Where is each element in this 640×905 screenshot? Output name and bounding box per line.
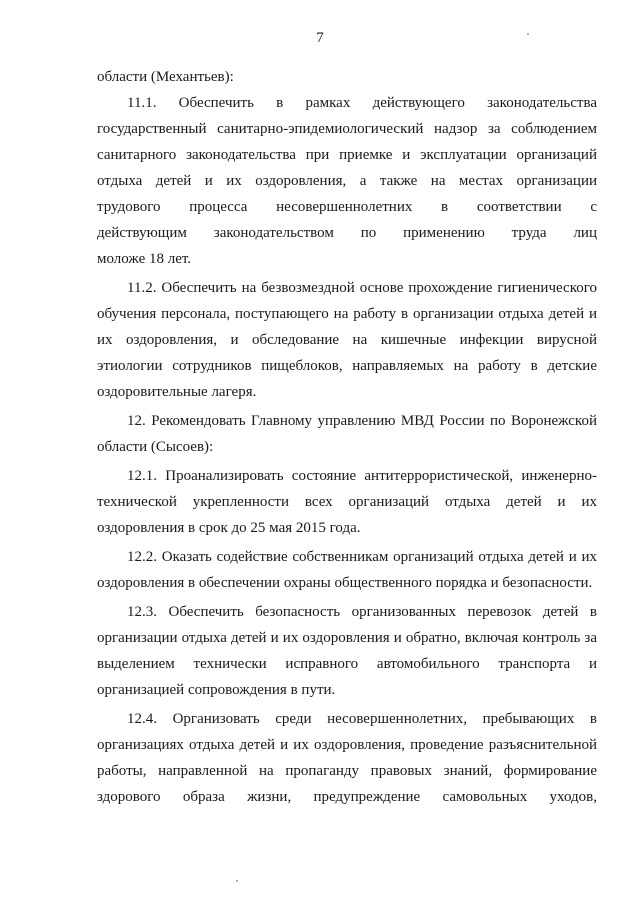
text-line: отдыха детей и их оздоровления, а также на местах организации (97, 173, 597, 189)
text-line: работы, направленной на пропаганду правовых знаний, формирование (97, 763, 597, 779)
text-line: 12.3. Обеспечить безопасность организованных перевозок детей в (127, 604, 597, 620)
text-line: оздоровительные лагеря. (97, 384, 257, 400)
text-line: моложе 18 лет. (97, 251, 192, 267)
text-line: области (Сысоев): (97, 439, 214, 455)
text-line: государственный санитарно-эпидемиологический надзор за соблюдением (97, 121, 597, 137)
text-line: действующим законодательством по применению труда лиц (97, 225, 597, 241)
text-line: организациях отдыха детей и их оздоровления, проведение разъяснительной (97, 737, 597, 753)
text-line: организации отдыха детей и их оздоровления и обратно, включая контроль за (97, 630, 597, 646)
text-line: обучения персонала, поступающего на работу в организации отдыха детей и (97, 306, 597, 322)
text-line: трудового процесса несовершеннолетних в соответствии с (97, 199, 597, 215)
scan-speck (236, 880, 238, 882)
text-line: организацией сопровождения в пути. (97, 682, 336, 698)
page-number: 7 (316, 30, 324, 46)
text-line: выделением технически исправного автомобильного транспорта и (97, 656, 597, 672)
text-line: 12.4. Организовать среди несовершеннолетних, пребывающих в (127, 711, 597, 727)
text-line: здорового образа жизни, предупреждение самовольных уходов, (97, 789, 597, 805)
text-line: 11.1. Обеспечить в рамках действующего законодательства (127, 95, 597, 111)
text-line: 11.2. Обеспечить на безвозмездной основе прохождение гигиенического (127, 280, 597, 296)
text-line: оздоровления в обеспечении охраны общественного порядка и безопасности. (97, 575, 593, 591)
text-line: области (Механтьев): (97, 69, 234, 85)
text-line: 12. Рекомендовать Главному управлению МВД России по Воронежской (127, 413, 597, 429)
text-line: этиологии сотрудников пищеблоков, направляемых на работу в детские (97, 358, 597, 374)
text-line: санитарного законодательства при приемке и эксплуатации организаций (97, 147, 597, 163)
text-line: 12.2. Оказать содействие собственникам организаций отдыха детей и их (127, 549, 597, 565)
document-body (97, 64, 597, 810)
scan-speck (527, 33, 529, 35)
text-line: оздоровления в срок до 25 мая 2015 года. (97, 520, 361, 536)
text-line: 12.1. Проанализировать состояние антитеррористической, инженерно- (127, 468, 597, 484)
text-line: технической укрепленности всех организаций отдыха детей и их (97, 494, 597, 510)
text-line: их оздоровления, и обследование на кишечные инфекции вирусной (97, 332, 597, 348)
